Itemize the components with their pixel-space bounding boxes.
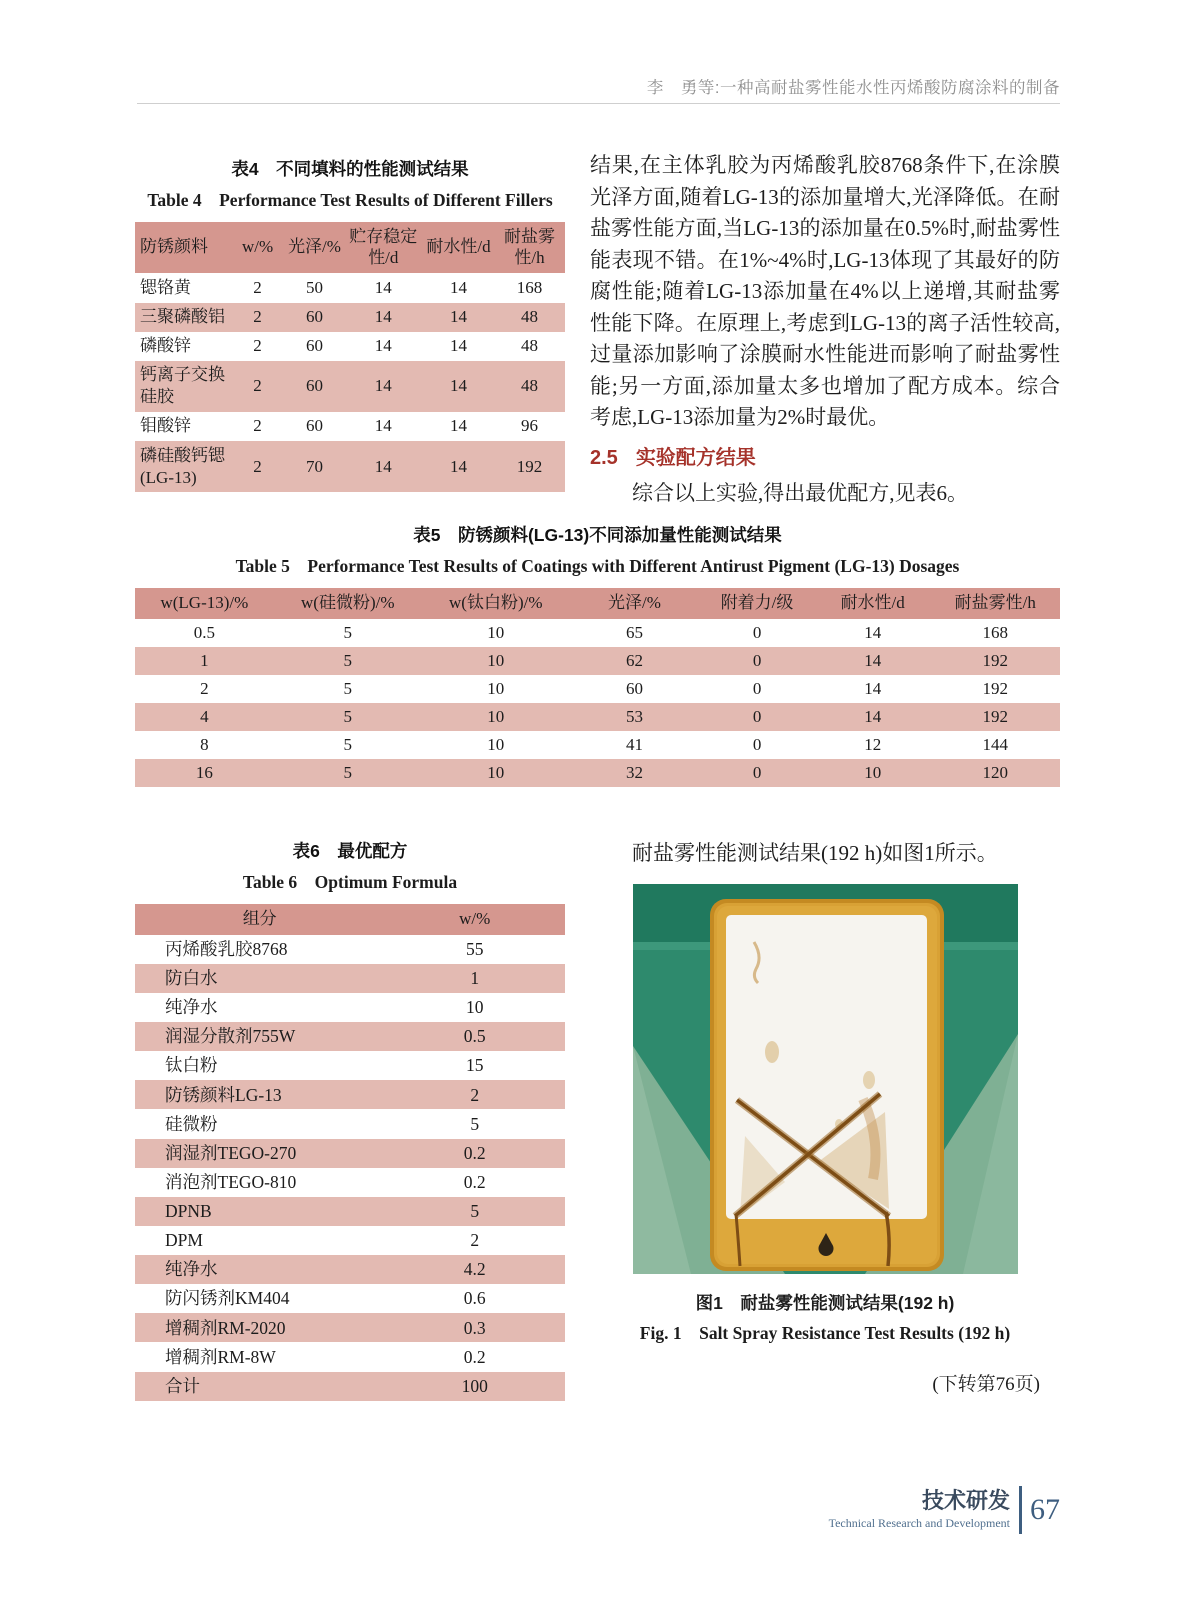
table-cell: 2 — [253, 336, 262, 356]
table-row — [135, 303, 565, 332]
table-row — [135, 964, 565, 993]
table-cell: 60 — [306, 336, 323, 356]
table-cell: 润湿剂TEGO-270 — [135, 1139, 384, 1168]
table-cell: 15 — [465, 1055, 484, 1076]
table-cell: 0 — [752, 678, 762, 698]
table5-title-en: Table 5 Performance Test Results of Coatings with Different Antirust Pigment (LG-13) Dosages — [235, 556, 960, 576]
table-cell: 0 — [752, 735, 762, 755]
table-row — [135, 332, 565, 361]
table-cell: 0 — [699, 703, 815, 731]
table-row — [135, 759, 1060, 787]
table-cell: 5 — [384, 1197, 565, 1226]
table-cell: 2 — [470, 1230, 480, 1251]
column-header: 耐水性/d — [423, 222, 494, 273]
table-cell: 8 — [200, 735, 209, 755]
table-cell: 2 — [230, 303, 286, 332]
table-cell: 0.5 — [384, 1022, 565, 1051]
table-cell: 纯净水 — [165, 997, 218, 1018]
column-header: w/% — [384, 904, 565, 935]
footer-section-cn: 技术研发 — [921, 1488, 1010, 1514]
figure-intro-paragraph: 耐盐雾性能测试结果(192 h)如图1所示。 — [632, 841, 998, 865]
table-cell: DPNB — [135, 1197, 384, 1226]
table-cell: 2 — [253, 416, 262, 436]
table-row — [135, 1022, 565, 1051]
results-paragraph: 结果,在主体乳胶为丙烯酸乳胶8768条件下,在涂膜光泽方面,随着LG-13的添加量增大,光泽降低。在耐盐雾性能方面,当LG-13的添加量在0.5%时,耐盐雾性能表现不错。在1%~4%时,LG-13体现了其最好的防腐性能;随着LG-13添加量在4%以上递增,其耐盐雾性能下降。在原理上,考虑到LG-13的离子活性较高,过量添加影响了涂膜耐水性能进而影响了耐盐雾性能;另一方面,添加量太多也增加了配方成本。综合考虑,LG-13添加量为2%时最优。 — [590, 153, 1060, 429]
table-cell: 合计 — [135, 1372, 384, 1401]
table-cell: 0.2 — [384, 1139, 565, 1168]
table-cell: 14 — [344, 441, 424, 492]
table-cell: 防闪锈剂KM404 — [165, 1288, 290, 1309]
table-cell: 0 — [699, 759, 815, 787]
table-cell: 192 — [494, 441, 565, 492]
table-cell: 41 — [626, 735, 643, 755]
table-cell: 100 — [384, 1372, 565, 1401]
table-cell: 48 — [494, 361, 565, 412]
table-cell: 2 — [230, 361, 286, 412]
column-header: w(钛白粉)/% — [422, 588, 570, 619]
table-cell: 10 — [422, 759, 570, 787]
table-cell: 三聚磷酸铝 — [135, 303, 230, 332]
table-row — [135, 1197, 565, 1226]
table-cell: 192 — [931, 647, 1061, 675]
table-cell: 丙烯酸乳胶8768 — [165, 938, 288, 959]
column-header: 耐盐雾性/h — [931, 588, 1061, 619]
page-number: 67 — [1030, 1493, 1060, 1526]
table6-block — [135, 838, 565, 1401]
table-cell: 0.6 — [463, 1288, 486, 1309]
table-cell: 纯净水 — [135, 1255, 384, 1284]
table-cell: 96 — [521, 416, 538, 436]
table-cell: 62 — [570, 647, 700, 675]
table-cell: 60 — [285, 303, 343, 332]
table-cell: 2 — [253, 277, 262, 297]
table-cell: 192 — [931, 703, 1061, 731]
table-cell: 168 — [982, 622, 1008, 642]
table-cell: 10 — [487, 678, 505, 698]
table-cell: 磷酸锌 — [140, 336, 191, 356]
table-cell: DPM — [165, 1230, 203, 1251]
table-cell: 144 — [982, 735, 1008, 755]
footer-section-en: Technical Research and Development — [828, 1515, 1010, 1530]
table-row — [135, 441, 565, 492]
table-cell: 70 — [285, 441, 343, 492]
table-cell: 14 — [450, 277, 468, 297]
table-cell: 168 — [516, 277, 543, 297]
table4-title-en: Table 4 Performance Test Results of Different Fillers — [147, 190, 553, 210]
table5-block — [135, 522, 1060, 787]
table5 — [135, 588, 1060, 787]
table-row — [135, 647, 1060, 675]
table-row — [135, 1313, 565, 1342]
figure1-caption-cn: 图1 耐盐雾性能测试结果(192 h) — [695, 1292, 955, 1313]
column-header: 贮存稳定性/d — [344, 222, 424, 273]
column-header: 光泽/% — [285, 222, 343, 273]
table-cell: 防白水 — [135, 964, 384, 993]
table-cell: 2 — [230, 441, 286, 492]
page-footer — [829, 1486, 1060, 1534]
table-cell: 120 — [931, 759, 1061, 787]
table-cell: 5 — [274, 759, 422, 787]
table-cell: 14 — [374, 336, 392, 356]
column-header: 附着力/级 — [699, 588, 815, 619]
table-cell: 48 — [521, 336, 538, 356]
table-header-row — [135, 904, 565, 935]
table-row — [135, 1255, 565, 1284]
table-cell: 14 — [344, 303, 424, 332]
table-cell: 48 — [494, 303, 565, 332]
table-cell: 0 — [752, 622, 762, 642]
table-cell: 4 — [135, 703, 274, 731]
table-row — [135, 1372, 565, 1401]
table-cell: 65 — [626, 622, 643, 642]
table-cell: 钙离子交换硅胶 — [135, 361, 230, 412]
table-cell: 增稠剂RM-2020 — [135, 1313, 384, 1342]
column-header: w/% — [230, 222, 286, 273]
table-cell: 16 — [135, 759, 274, 787]
table-cell: 14 — [344, 361, 424, 412]
table-row — [135, 731, 1060, 759]
table-cell: 磷硅酸钙锶(LG-13) — [135, 441, 230, 492]
table-cell: 锶铬黄 — [140, 277, 191, 297]
table-cell: 0.2 — [463, 1171, 486, 1192]
column-header: w(硅微粉)/% — [274, 588, 422, 619]
table-header-row — [135, 588, 1060, 619]
table-cell: 2 — [200, 678, 209, 698]
table-cell: 硅微粉 — [165, 1113, 218, 1134]
table-row — [135, 361, 565, 412]
table-cell: 14 — [374, 416, 392, 436]
table-cell: 0.5 — [193, 622, 215, 642]
footer-divider — [1019, 1486, 1022, 1534]
footer-section — [829, 1489, 1010, 1530]
table-cell: 50 — [306, 277, 323, 297]
table6 — [135, 904, 565, 1401]
column-header: 耐水性/d — [815, 588, 931, 619]
table-cell: 5 — [274, 703, 422, 731]
right-column-bottom — [590, 838, 1060, 1396]
table-row — [135, 993, 565, 1022]
table-cell: 5 — [343, 735, 352, 755]
table-cell: 钼酸锌 — [140, 416, 191, 436]
column-header: 耐盐雾性/h — [494, 222, 565, 273]
table-cell: 14 — [864, 622, 882, 642]
right-column-top — [590, 150, 1060, 509]
formula-result-paragraph: 综合以上实验,得出最优配方,见表6。 — [632, 480, 968, 505]
table-cell: 10 — [487, 735, 505, 755]
table4 — [135, 222, 565, 492]
table-cell: 5 — [274, 647, 422, 675]
column-header: 防锈颜料 — [135, 222, 230, 273]
table-cell: 14 — [423, 361, 494, 412]
header-rule — [137, 103, 1060, 104]
table-cell: 60 — [626, 678, 643, 698]
table-cell: 4.2 — [384, 1255, 565, 1284]
table-cell: 防锈颜料LG-13 — [135, 1080, 384, 1109]
table-cell: 10 — [422, 703, 570, 731]
figure1-photo — [633, 884, 1018, 1274]
table-cell: 1 — [135, 647, 274, 675]
table-cell: 192 — [982, 678, 1008, 698]
table-cell: 5 — [343, 678, 352, 698]
section-title: 实验配方结果 — [635, 446, 756, 469]
table-row — [135, 1080, 565, 1109]
table-row — [135, 1284, 565, 1313]
section-number: 2.5 — [590, 446, 618, 469]
column-header: 组分 — [135, 904, 384, 935]
table-cell: 2 — [384, 1080, 565, 1109]
table-cell: 0.2 — [463, 1346, 486, 1367]
table-cell: 53 — [570, 703, 700, 731]
table-row — [135, 412, 565, 441]
table-row — [135, 1168, 565, 1197]
table-row — [135, 273, 565, 302]
table-cell: 60 — [285, 361, 343, 412]
table-row — [135, 1139, 565, 1168]
table-cell: 10 — [815, 759, 931, 787]
table-cell: 14 — [423, 441, 494, 492]
table-cell: 增稠剂RM-8W — [165, 1346, 276, 1367]
table-cell: 钛白粉 — [165, 1055, 218, 1076]
table-cell: 14 — [815, 703, 931, 731]
table-row — [135, 1051, 565, 1080]
table-row — [135, 1226, 565, 1255]
table-cell: 14 — [815, 647, 931, 675]
table-cell: 消泡剂TEGO-810 — [165, 1171, 297, 1192]
continued-note: (下转第76页) — [932, 1373, 1040, 1395]
table-cell: 润湿分散剂755W — [135, 1022, 384, 1051]
table-cell: 10 — [422, 647, 570, 675]
table-cell: 12 — [864, 735, 882, 755]
figure1-caption-en: Fig. 1 Salt Spray Resistance Test Results (192 h) — [639, 1322, 1011, 1343]
table-row — [135, 1109, 565, 1138]
table6-title-en: Table 6 Optimum Formula — [242, 872, 458, 892]
table-cell: 10 — [487, 622, 505, 642]
left-column — [135, 156, 565, 492]
table-cell: 55 — [465, 938, 484, 959]
running-head: 李 勇等:一种高耐盐雾性能水性丙烯酸防腐涂料的制备 — [646, 79, 1060, 97]
table-row — [135, 935, 565, 964]
table4-title-cn: 表4 不同填料的性能测试结果 — [231, 159, 469, 179]
table-cell: 10 — [465, 997, 484, 1018]
table-row — [135, 1342, 565, 1371]
table6-title-cn: 表6 最优配方 — [292, 841, 408, 861]
table-cell: 5 — [470, 1113, 480, 1134]
table-cell: 14 — [450, 336, 468, 356]
table-cell: 60 — [306, 416, 323, 436]
table-row — [135, 619, 1060, 647]
section-2-5-heading — [590, 441, 1060, 470]
table-cell: 14 — [423, 303, 494, 332]
table-cell: 14 — [864, 678, 882, 698]
table-cell: 14 — [374, 277, 392, 297]
table-cell: 0.3 — [384, 1313, 565, 1342]
table-cell: 32 — [570, 759, 700, 787]
table-cell: 0 — [699, 647, 815, 675]
table-row — [135, 675, 1060, 703]
table-cell: 1 — [384, 964, 565, 993]
column-header: 光泽/% — [570, 588, 700, 619]
table-header-row — [135, 222, 565, 273]
table-row — [135, 703, 1060, 731]
column-header: w(LG-13)/% — [135, 588, 274, 619]
table5-title-cn: 表5 防锈颜料(LG-13)不同添加量性能测试结果 — [413, 525, 782, 545]
table-cell: 14 — [450, 416, 468, 436]
table-cell: 5 — [343, 622, 352, 642]
